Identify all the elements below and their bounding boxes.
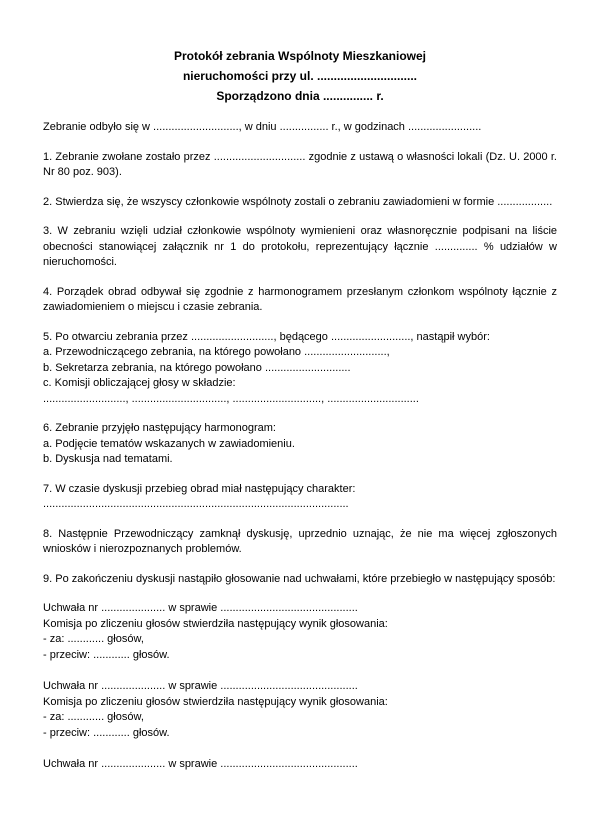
resolution-votes-for: - za: ............ głosów, — [43, 633, 144, 645]
resolution-block-1 — [43, 601, 557, 663]
section-8-paragraph: 8. Następnie Przewodniczący zamknął dyskusję, uprzednio uznając, że nie ma więcej zgłoszonych wniosków i nierozpoznanych problemów. — [43, 527, 557, 555]
section-5-intro: 5. Po otwarciu zebrania przez ..........................., będącego .........................., nastąpił wybór: — [43, 330, 490, 343]
resolution-title: Uchwała nr ..................... w sprawie ............................................. — [43, 680, 358, 692]
section-1-paragraph: 1. Zebranie zwołane zostało przez .............................. zgodnie z ustawą o własności lokali (Dz. U. 2000 r. Nr 80 poz. 903). — [43, 150, 557, 178]
section-7-answer-blank: .................................................................................................... — [43, 498, 349, 510]
resolution-committee-result: Komisja po zliczeniu głosów stwierdziła następujący wynik głosowania: — [43, 617, 388, 630]
section-6-item-b: b. Dyskusja nad tematami. — [43, 453, 173, 465]
section-6-paragraph — [43, 421, 557, 468]
title-line-1: Protokół zebrania Wspólnoty Mieszkaniowej — [173, 49, 427, 63]
resolution-committee-result: Komisja po zliczeniu głosów stwierdziła następujący wynik głosowania: — [43, 695, 388, 708]
section-3-paragraph: 3. W zebraniu wzięli udział członkowie wspólnoty wymienieni oraz własnoręcznie podpisani na liście obecności stanowiącej załącznik nr 1 do protokołu, reprezentujący łącznie .............. % udziałów w nieruchomości. — [43, 225, 557, 268]
resolution-votes-against: - przeciw: ............ głosów. — [43, 726, 170, 739]
resolution-votes-against: - przeciw: ............ głosów. — [43, 648, 170, 661]
section-2-paragraph: 2. Stwierdza się, że wszyscy członkowie wspólnoty zostali o zebraniu zawiadomieni w formie .................. — [43, 195, 553, 208]
resolution-title: Uchwała nr ..................... w sprawie ............................................. — [43, 602, 358, 614]
resolution-votes-for: - za: ............ głosów, — [43, 711, 144, 723]
section-5-paragraph — [43, 330, 557, 408]
title-line-2: nieruchomości przy ul. .............................. — [182, 69, 418, 83]
final-resolution-title: Uchwała nr ..................... w sprawie ............................................. — [43, 758, 358, 770]
intro-paragraph: Zebranie odbyło się w ............................, w dniu ................ r., w godzinach ........................ — [43, 121, 482, 133]
section-5-item-b: b. Sekretarza zebrania, na którego powołano ............................ — [43, 361, 351, 374]
section-6-item-a: a. Podjęcie tematów wskazanych w zawiadomieniu. — [43, 437, 295, 450]
section-7-intro: 7. W czasie dyskusji przebieg obrad miał następujący charakter: — [43, 482, 356, 495]
document-title — [43, 46, 557, 106]
section-5-item-a: a. Przewodniczącego zebrania, na którego powołano ..........................., — [43, 346, 390, 358]
title-line-3: Sporządzono dnia ............... r. — [216, 89, 384, 103]
section-5-item-c: c. Komisji obliczającej głosy w składzie: — [43, 377, 236, 389]
section-7-paragraph — [43, 482, 557, 513]
section-5-members-blank: ..........................., ..............................., ............................., .............................. — [43, 392, 419, 405]
section-6-intro: 6. Zebranie przyjęło następujący harmonogram: — [43, 422, 276, 434]
resolution-block-2 — [43, 679, 557, 741]
section-9-paragraph: 9. Po zakończeniu dyskusji nastąpiło głosowanie nad uchwałami, które przebiegło w następujący sposób: — [43, 572, 556, 585]
section-4-paragraph: 4. Porządek obrad odbywał się zgodnie z harmonogramem przesłanym członkom wspólnoty łącznie z zawiadomieniem o miejscu i czasie zebrania. — [43, 285, 557, 313]
